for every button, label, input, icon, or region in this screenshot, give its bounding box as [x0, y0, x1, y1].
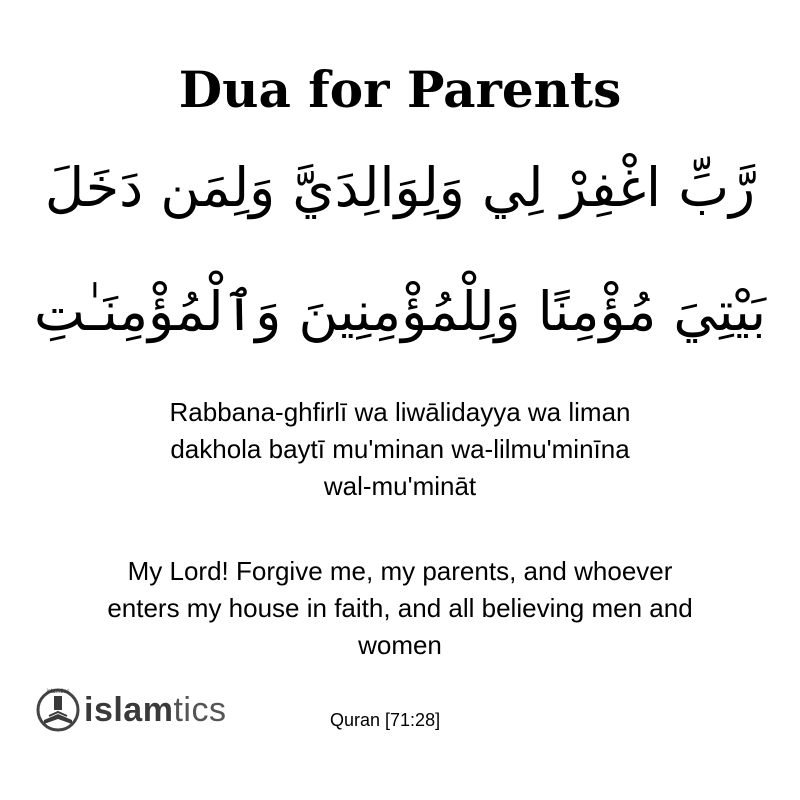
wordmark-light: tics [173, 691, 227, 729]
page-title: Dua for Parents [178, 60, 622, 119]
transliteration-line-1: Rabbana-ghfirlī wa liwālidayya wa liman [169, 397, 631, 427]
emblem-text: islamtics [46, 689, 70, 695]
wordmark-dark: islam [84, 691, 174, 729]
logo-wordmark [84, 690, 226, 730]
translation-line-3: women [358, 630, 442, 660]
arabic-verse-line-2: بَيْتِيَ مُؤْمِنًا وَلِلْمُؤْمِنِينَ وَٱلْمُؤْمِنَـٰتِ [33, 280, 767, 343]
transliteration-line-2: dakhola baytī mu'minan wa-lilmu'minīna [170, 434, 630, 464]
islamtics-logo [34, 682, 226, 738]
verse-reference: Quran [71:28] [330, 710, 441, 730]
book-emblem-icon [34, 684, 82, 736]
book-emblem-graphic [34, 684, 82, 736]
transliteration [60, 394, 740, 505]
arabic-verse-line-1: رَّبِّ اغْفِرْ لِي وَلِوَالِدَيَّ وَلِمَن دَخَلَ [44, 156, 756, 219]
translation-line-1: My Lord! Forgive me, my parents, and whoever [127, 556, 673, 586]
translation-line-2: enters my house in faith, and all believing men and [107, 593, 693, 623]
translation [20, 553, 780, 664]
transliteration-line-3: wal-mu'mināt [323, 471, 477, 501]
